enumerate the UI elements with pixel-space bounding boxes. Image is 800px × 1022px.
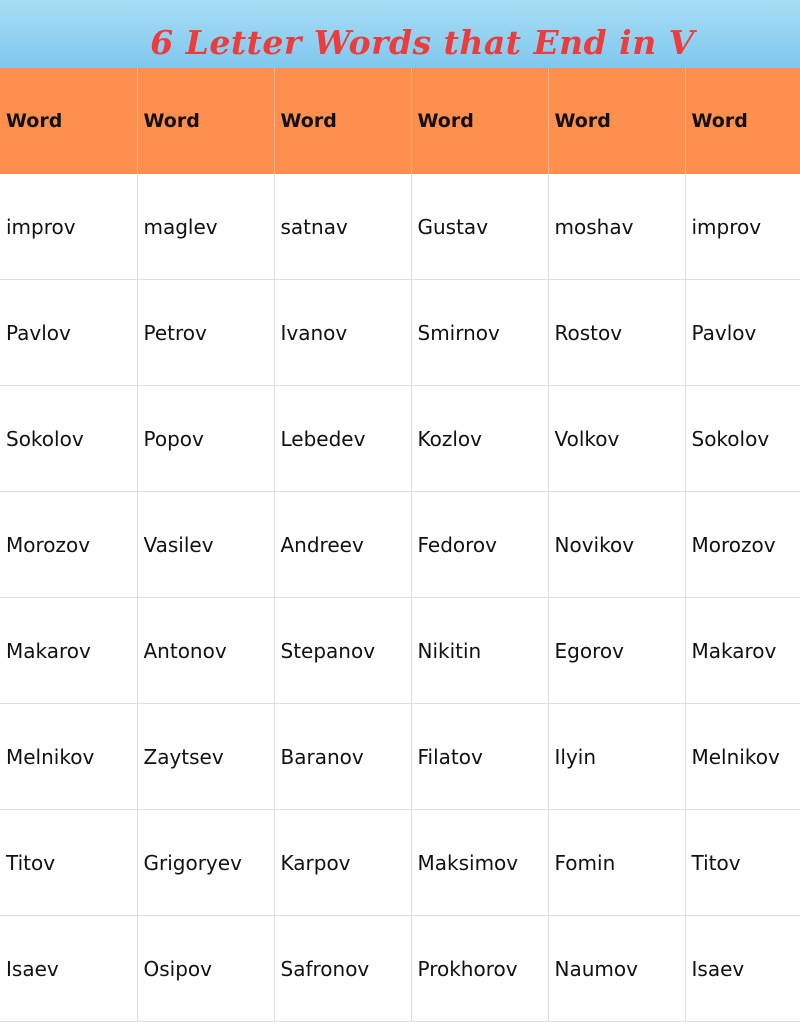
header-row — [0, 68, 800, 174]
word-cell: Makarov — [0, 598, 137, 704]
word-cell: Lebedev — [274, 386, 411, 492]
word-cell: Makarov — [685, 598, 800, 704]
word-cell: Melnikov — [0, 704, 137, 810]
word-cell: Sokolov — [0, 386, 137, 492]
word-cell: Vasilev — [137, 492, 274, 598]
word-cell: Rostov — [548, 280, 685, 386]
word-cell: moshav — [548, 174, 685, 280]
word-cell: Gustav — [411, 174, 548, 280]
word-cell: Titov — [685, 810, 800, 916]
table-row — [0, 598, 800, 704]
word-cell: Naumov — [548, 916, 685, 1022]
column-header: Word — [137, 68, 274, 174]
column-header: Word — [0, 68, 137, 174]
table-row — [0, 810, 800, 916]
word-cell: satnav — [274, 174, 411, 280]
column-header: Word — [274, 68, 411, 174]
table-row — [0, 492, 800, 598]
word-cell: Volkov — [548, 386, 685, 492]
page-title: 6 Letter Words that End in V — [150, 23, 695, 62]
word-cell: Nikitin — [411, 598, 548, 704]
word-cell: Maksimov — [411, 810, 548, 916]
word-cell: Karpov — [274, 810, 411, 916]
table-row — [0, 280, 800, 386]
word-cell: Smirnov — [411, 280, 548, 386]
table-header — [0, 68, 800, 174]
word-cell: maglev — [137, 174, 274, 280]
word-cell: improv — [685, 174, 800, 280]
table-body — [0, 174, 800, 1022]
word-cell: Stepanov — [274, 598, 411, 704]
word-cell: Prokhorov — [411, 916, 548, 1022]
word-cell: Isaev — [0, 916, 137, 1022]
word-cell: Morozov — [685, 492, 800, 598]
word-cell: Titov — [0, 810, 137, 916]
word-cell: Zaytsev — [137, 704, 274, 810]
word-cell: Petrov — [137, 280, 274, 386]
word-cell: Ilyin — [548, 704, 685, 810]
word-cell: Ivanov — [274, 280, 411, 386]
column-header: Word — [411, 68, 548, 174]
word-cell: Andreev — [274, 492, 411, 598]
word-cell: Novikov — [548, 492, 685, 598]
word-cell: Grigoryev — [137, 810, 274, 916]
word-cell: Pavlov — [0, 280, 137, 386]
word-cell: Sokolov — [685, 386, 800, 492]
word-cell: Antonov — [137, 598, 274, 704]
word-cell: Melnikov — [685, 704, 800, 810]
word-cell: improv — [0, 174, 137, 280]
word-cell: Kozlov — [411, 386, 548, 492]
word-cell: Pavlov — [685, 280, 800, 386]
column-header: Word — [548, 68, 685, 174]
word-cell: Morozov — [0, 492, 137, 598]
word-cell: Baranov — [274, 704, 411, 810]
word-cell: Filatov — [411, 704, 548, 810]
word-cell: Isaev — [685, 916, 800, 1022]
table-row — [0, 704, 800, 810]
word-cell: Fomin — [548, 810, 685, 916]
word-cell: Fedorov — [411, 492, 548, 598]
table-row — [0, 386, 800, 492]
table-row — [0, 916, 800, 1022]
table-row — [0, 174, 800, 280]
word-cell: Safronov — [274, 916, 411, 1022]
word-cell: Popov — [137, 386, 274, 492]
word-table — [0, 68, 800, 1022]
column-header: Word — [685, 68, 800, 174]
word-cell: Egorov — [548, 598, 685, 704]
title-banner — [0, 0, 800, 68]
word-cell: Osipov — [137, 916, 274, 1022]
